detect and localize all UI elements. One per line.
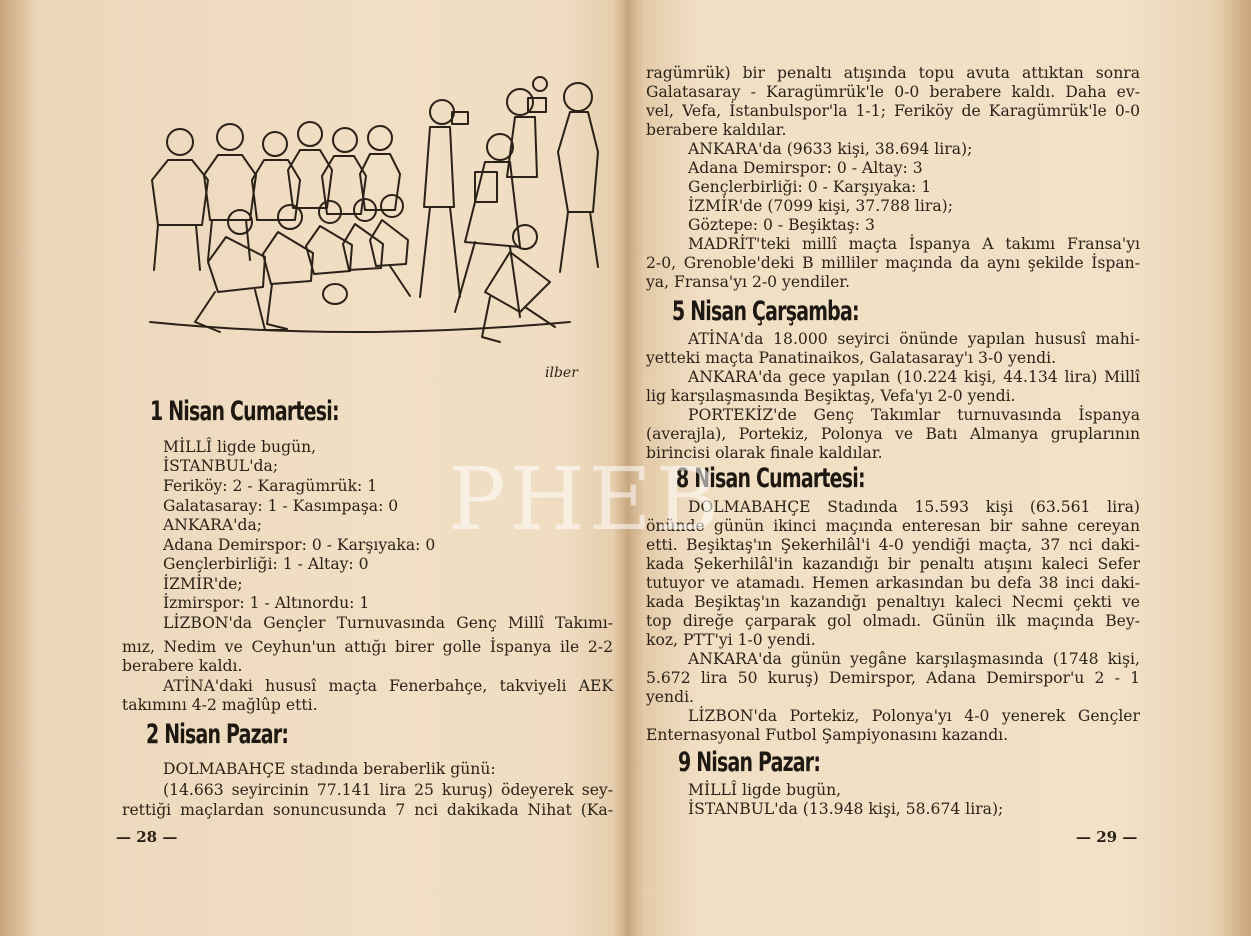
text-line: ANKARA'da gece yapılan (10.224 kişi, 44.134 lira) Millî	[688, 368, 1140, 386]
text-line: ATİNA'daki hususî maçta Fenerbahçe, takviyeli AEK	[163, 677, 613, 695]
text-line: ATİNA'da 18.000 seyirci önünde yapılan hususî mahi-	[688, 330, 1140, 348]
player-figure	[152, 129, 208, 270]
text-line: PORTEKİZ'de Genç Takımlar turnuvasında İspanya	[688, 406, 1140, 424]
text-line: mız, Nedim ve Ceyhun'un attığı birer golle İspanya ile 2-2	[122, 638, 613, 656]
text-line: berabere kaldılar.	[646, 121, 787, 139]
text-line: İZMİR'de;	[163, 575, 243, 593]
text-line: MİLLÎ ligde bugün,	[688, 781, 842, 799]
text-line: rettiği maçlardan sonuncusunda 7 nci dakikada Nihat (Ka-	[122, 801, 613, 819]
text-line: ANKARA'da günün yegâne karşılaşmasında (1748 kişi,	[688, 650, 1140, 668]
text-line: kada Beşiktaş'ın kazandığı penaltıyı kaleci Necmi çekti ve	[646, 593, 1140, 611]
text-line: MADRİT'teki millî maçta İspanya A takımı Fransa'yı	[688, 235, 1140, 253]
page-number-left: — 28 —	[116, 828, 178, 846]
text-line: Galatasaray: 1 - Kasımpaşa: 0	[163, 497, 399, 515]
text-line: Gençlerbirliği: 0 - Karşıyaka: 1	[688, 178, 932, 196]
heading-5-nisan: 5 Nisan Çarşamba:	[672, 296, 859, 327]
text-line: yetteki maçta Panatinaikos, Galatasaray'ı 3-0 yendi.	[646, 349, 1057, 367]
text-line: 2-0, Grenoble'deki B milliler maçında da aynı şekilde İspan-	[646, 254, 1140, 272]
illustration-signature: ilber	[545, 365, 578, 381]
text-line: koz, PTT'yi 1-0 yendi.	[646, 631, 816, 649]
heading-1-nisan: 1 Nisan Cumartesi:	[150, 396, 339, 427]
text-line: Enternasyonal Futbol Şampiyonasını kazandı.	[646, 726, 1009, 744]
text-line: İzmirspor: 1 - Altınordu: 1	[163, 594, 370, 612]
watermark: PHEB	[448, 450, 723, 550]
text-line: MİLLÎ ligde bugün,	[163, 438, 317, 456]
text-line: DOLMABAHÇE stadında beraberlik günü:	[163, 760, 496, 778]
text-line: İZMİR'de (7099 kişi, 37.788 lira);	[688, 197, 953, 215]
text-line: Adana Demirspor: 0 - Altay: 3	[688, 159, 923, 177]
text-line: takımını 4-2 mağlûp etti.	[122, 696, 318, 714]
text-line: ANKARA'da (9633 kişi, 38.694 lira);	[688, 140, 973, 158]
text-line: berabere kaldı.	[122, 657, 243, 675]
text-line: (14.663 seyircinin 77.141 lira 25 kuruş) ödeyerek sey-	[163, 781, 613, 799]
text-line: LİZBON'da Gençler Turnuvasında Genç Millî Takımı-	[163, 614, 613, 632]
text-line: lig karşılaşmasında Beşiktaş, Vefa'yı 2-0 yendi.	[646, 387, 1016, 405]
text-line: yendi.	[646, 688, 695, 706]
text-line: birincisi olarak finale kaldılar.	[646, 444, 883, 462]
text-line: Adana Demirspor: 0 - Karşıyaka: 0	[163, 536, 436, 554]
cartoon-illustration	[130, 72, 620, 392]
text-line: DOLMABAHÇE Stadında 15.593 kişi (63.561 lira)	[688, 498, 1140, 516]
text-line: etti. Beşiktaş'ın Şekerhilâl'i 4-0 yendiği maçta, 37 nci daki-	[646, 536, 1140, 554]
text-line: İSTANBUL'da;	[163, 457, 279, 475]
text-line: ragümrük) bir penaltı atışında topu avuta attıktan sonra	[646, 64, 1140, 82]
text-line: tutuyor ve atamadı. Hemen arkasından bu defa 38 inci daki-	[646, 574, 1140, 592]
text-line: LİZBON'da Portekiz, Polonya'yı 4-0 yenerek Gençler	[688, 707, 1140, 725]
text-line: top direğe çarparak gol olmadı. Günün ilk maçında Bey-	[646, 612, 1140, 630]
text-line: Göztepe: 0 - Beşiktaş: 3	[688, 216, 875, 234]
text-line: İSTANBUL'da (13.948 kişi, 58.674 lira);	[688, 800, 1004, 818]
text-line: Gençlerbirliği: 1 - Altay: 0	[163, 555, 369, 573]
text-line: (averajla), Portekiz, Polonya ve Batı Almanya gruplarının	[646, 425, 1140, 443]
text-line: ya, Fransa'yı 2-0 yendiler.	[646, 273, 851, 291]
text-line: ANKARA'da;	[163, 516, 263, 534]
text-line: vel, Vefa, İstanbulspor'la 1-1; Feriköy de Karagümrük'le 0-0	[646, 102, 1140, 120]
heading-8-nisan: 8 Nisan Cumartesi:	[676, 463, 865, 494]
text-line: Galatasaray - Karagümrük'le 0-0 berabere kaldı. Daha ev-	[646, 83, 1140, 101]
text-line: 5.672 lira 50 kuruş) Demirspor, Adana Demirspor'u 2 - 1	[646, 669, 1140, 687]
page-number-right: — 29 —	[1076, 828, 1138, 846]
heading-2-nisan: 2 Nisan Pazar:	[146, 719, 289, 750]
text-line: kada Şekerhilâl'in kazandığı bir penaltı atışını kaleci Sefer	[646, 555, 1140, 573]
text-line: önünde günün ikinci maçında enteresan bir sahne cereyan	[646, 517, 1140, 535]
heading-9-nisan: 9 Nisan Pazar:	[678, 747, 821, 778]
text-line: Feriköy: 2 - Karagümrük: 1	[163, 477, 378, 495]
